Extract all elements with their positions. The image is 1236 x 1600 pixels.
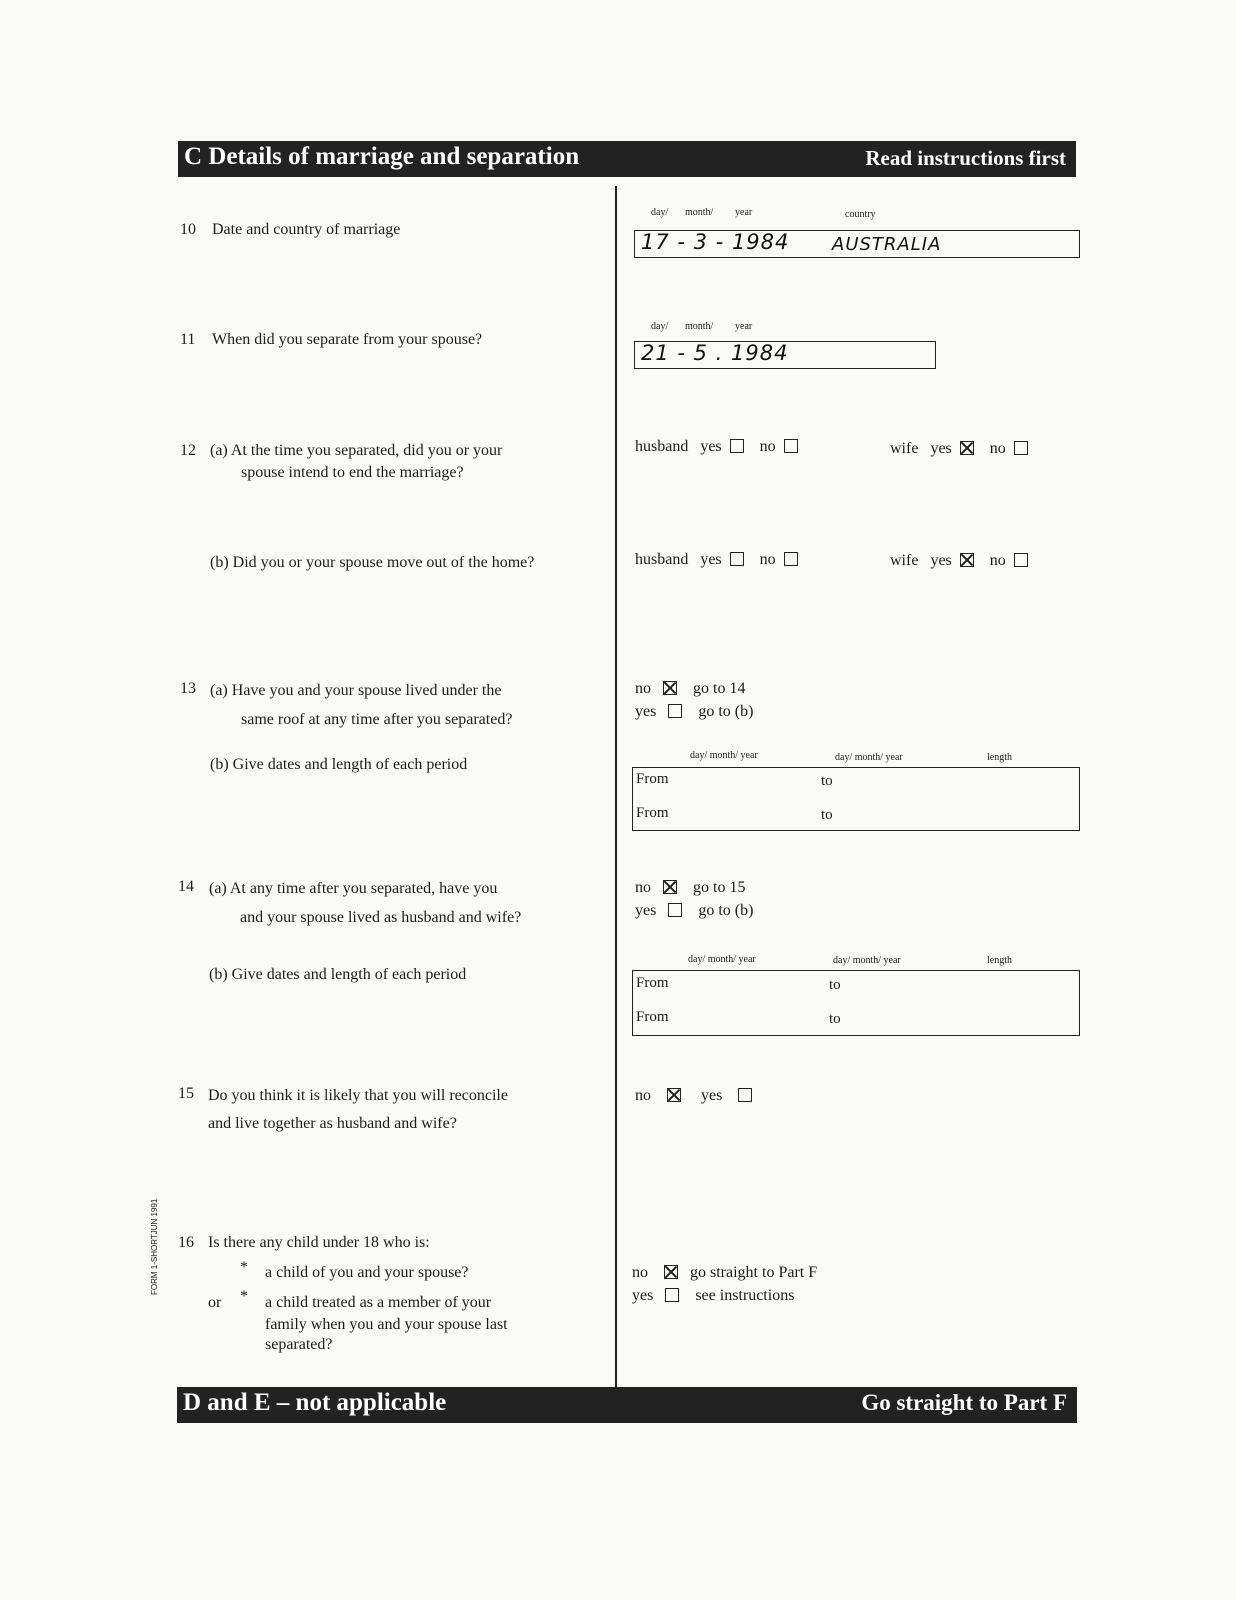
q13a-yes-checkbox[interactable] <box>668 704 682 718</box>
q13b-to-1: to <box>821 773 833 789</box>
q12a-wife-no-checkbox[interactable] <box>1014 441 1028 455</box>
q15-text-line1: Do you think it is likely that you will reconcile <box>208 1087 508 1104</box>
q10-date-value: 17 - 3 - 1984 <box>641 230 790 254</box>
q16-no-label: no <box>632 1264 648 1281</box>
q12a-wife-yes-label: yes <box>930 440 952 457</box>
q12b-husband-no-checkbox[interactable] <box>784 552 798 566</box>
q11-day-label: day/ <box>651 321 669 332</box>
q15-options <box>635 1087 752 1105</box>
q13b-to-2: to <box>821 807 833 823</box>
q14b-col-date1: day/ month/ year <box>688 954 756 965</box>
q12b-wife-no-checkbox[interactable] <box>1014 553 1028 567</box>
q16-no-goto: go straight to Part F <box>690 1264 818 1281</box>
q14b-from-1: From <box>636 975 669 991</box>
section-title: C Details of marriage and separation <box>184 143 580 170</box>
q10-country-label: country <box>845 209 876 220</box>
footer-go-to-part-f: Go straight to Part F <box>861 1390 1067 1415</box>
q12b-wife-options <box>890 552 1028 570</box>
q12b-wife-yes-checkbox[interactable] <box>960 553 974 567</box>
q12b-husband-no-label: no <box>759 551 776 568</box>
q15-no-label: no <box>635 1087 651 1104</box>
q12a-husband-yes-checkbox[interactable] <box>730 439 744 453</box>
q13b-col-date1: day/ month/ year <box>690 750 758 761</box>
q14a-no-checkbox[interactable] <box>663 880 677 894</box>
q14b-col-length: length <box>987 955 1012 966</box>
q14a-no-option <box>635 879 745 897</box>
section-c-header <box>178 141 1076 177</box>
q12a-husband-no-checkbox[interactable] <box>784 439 798 453</box>
q12b-text: (b) Did you or your spouse move out of the home? <box>210 554 535 571</box>
q13b-text: (b) Give dates and length of each period <box>210 756 468 773</box>
q14a-text-line2: and your spouse lived as husband and wife? <box>240 909 522 926</box>
q14a-text-line1: (a) At any time after you separated, have you <box>209 880 498 897</box>
q11-year-label: year <box>735 321 753 332</box>
q13b-from-2: From <box>636 805 669 821</box>
footer-not-applicable: D and E – not applicable <box>183 1389 447 1416</box>
q12a-text-line2: spouse intend to end the marriage? <box>241 464 464 481</box>
q14b-text: (b) Give dates and length of each period <box>209 966 467 983</box>
q16-number: 16 <box>178 1234 194 1251</box>
q13b-from-1: From <box>636 771 669 787</box>
q13a-text-line1: (a) Have you and your spouse lived under the <box>210 682 502 699</box>
q16-yes-checkbox[interactable] <box>665 1288 679 1302</box>
q14a-no-label: no <box>635 879 651 896</box>
q16-bullet-2-line3: separated? <box>265 1336 333 1353</box>
q13b-col-date2: day/ month/ year <box>835 752 903 763</box>
q10-day-label: day/ <box>651 207 669 218</box>
q16-yes-goto: see instructions <box>695 1287 795 1304</box>
q11-text: When did you separate from your spouse? <box>212 331 483 348</box>
q14b-col-date2: day/ month/ year <box>833 955 901 966</box>
q16-no-option <box>632 1264 817 1282</box>
q16-bullet-2-line1: a child treated as a member of your <box>265 1294 492 1311</box>
q13a-no-option <box>635 680 745 698</box>
q13a-no-goto: go to 14 <box>693 680 746 697</box>
q16-yes-option <box>632 1287 794 1305</box>
q13b-periods-field[interactable] <box>632 767 1080 831</box>
q14b-from-2: From <box>636 1009 669 1025</box>
q15-text-line2: and live together as husband and wife? <box>208 1115 457 1132</box>
section-de-footer <box>177 1387 1077 1423</box>
q16-yes-label: yes <box>632 1287 654 1304</box>
form-side-code: FORM 1-SHORTJUN 1991 <box>150 1198 159 1295</box>
q16-bullet-2-star: * <box>240 1288 248 1305</box>
q12a-wife-options <box>890 440 1028 458</box>
q12b-wife-label: wife <box>890 552 919 569</box>
q12b-husband-yes-checkbox[interactable] <box>730 552 744 566</box>
q14-number: 14 <box>178 878 194 895</box>
q13a-text-line2: same roof at any time after you separated? <box>241 711 513 728</box>
q14b-to-1: to <box>829 977 841 993</box>
q16-no-checkbox[interactable] <box>664 1265 678 1279</box>
q12b-wife-no-label: no <box>989 552 1006 569</box>
q12a-wife-yes-checkbox[interactable] <box>960 441 974 455</box>
q13a-no-label: no <box>635 680 651 697</box>
q16-bullet-2-line2: family when you and your spouse last <box>265 1316 508 1333</box>
q12b-husband-options <box>635 551 798 569</box>
q14a-yes-goto: go to (b) <box>698 902 754 919</box>
q15-number: 15 <box>178 1085 194 1102</box>
q13a-yes-option <box>635 703 753 721</box>
q10-country-value: AUSTRALIA <box>832 234 942 255</box>
q12-number: 12 <box>180 442 196 459</box>
q16-or: or <box>208 1294 222 1311</box>
column-divider <box>615 186 617 1401</box>
q13b-col-length: length <box>987 752 1012 763</box>
q13a-yes-label: yes <box>635 703 657 720</box>
q16-text: Is there any child under 18 who is: <box>208 1234 430 1251</box>
q12a-wife-no-label: no <box>989 440 1006 457</box>
q15-yes-label: yes <box>701 1087 723 1104</box>
q12b-husband-label: husband <box>635 551 689 568</box>
q10-year-label: year <box>735 207 753 218</box>
instructions-note: Read instructions first <box>865 146 1066 170</box>
q12b-husband-yes-label: yes <box>700 551 722 568</box>
q16-bullet-1: a child of you and your spouse? <box>265 1264 469 1281</box>
q10-number: 10 <box>180 221 196 238</box>
q10-month-label: month/ <box>685 207 714 218</box>
q14b-periods-field[interactable] <box>632 970 1080 1036</box>
q12a-text-line1: (a) At the time you separated, did you or your <box>210 442 503 459</box>
q13a-no-checkbox[interactable] <box>663 681 677 695</box>
q14a-yes-label: yes <box>635 902 657 919</box>
q10-text: Date and country of marriage <box>212 221 401 238</box>
q14a-no-goto: go to 15 <box>693 879 746 896</box>
q14a-yes-checkbox[interactable] <box>668 903 682 917</box>
q16-bullet-1-star: * <box>240 1259 248 1276</box>
q12b-wife-yes-label: yes <box>930 552 952 569</box>
q11-date-value: 21 - 5 . 1984 <box>641 341 789 365</box>
q12a-husband-label: husband <box>635 438 689 455</box>
q12a-husband-no-label: no <box>759 438 776 455</box>
q11-number: 11 <box>180 331 196 348</box>
q12a-husband-options <box>635 438 798 456</box>
q15-no-checkbox[interactable] <box>667 1088 681 1102</box>
q13a-yes-goto: go to (b) <box>698 703 754 720</box>
q14a-yes-option <box>635 902 753 920</box>
q12a-wife-label: wife <box>890 440 919 457</box>
q15-yes-checkbox[interactable] <box>738 1088 752 1102</box>
q14b-to-2: to <box>829 1011 841 1027</box>
q12a-husband-yes-label: yes <box>700 438 722 455</box>
q11-month-label: month/ <box>685 321 714 332</box>
q13-number: 13 <box>180 680 196 697</box>
